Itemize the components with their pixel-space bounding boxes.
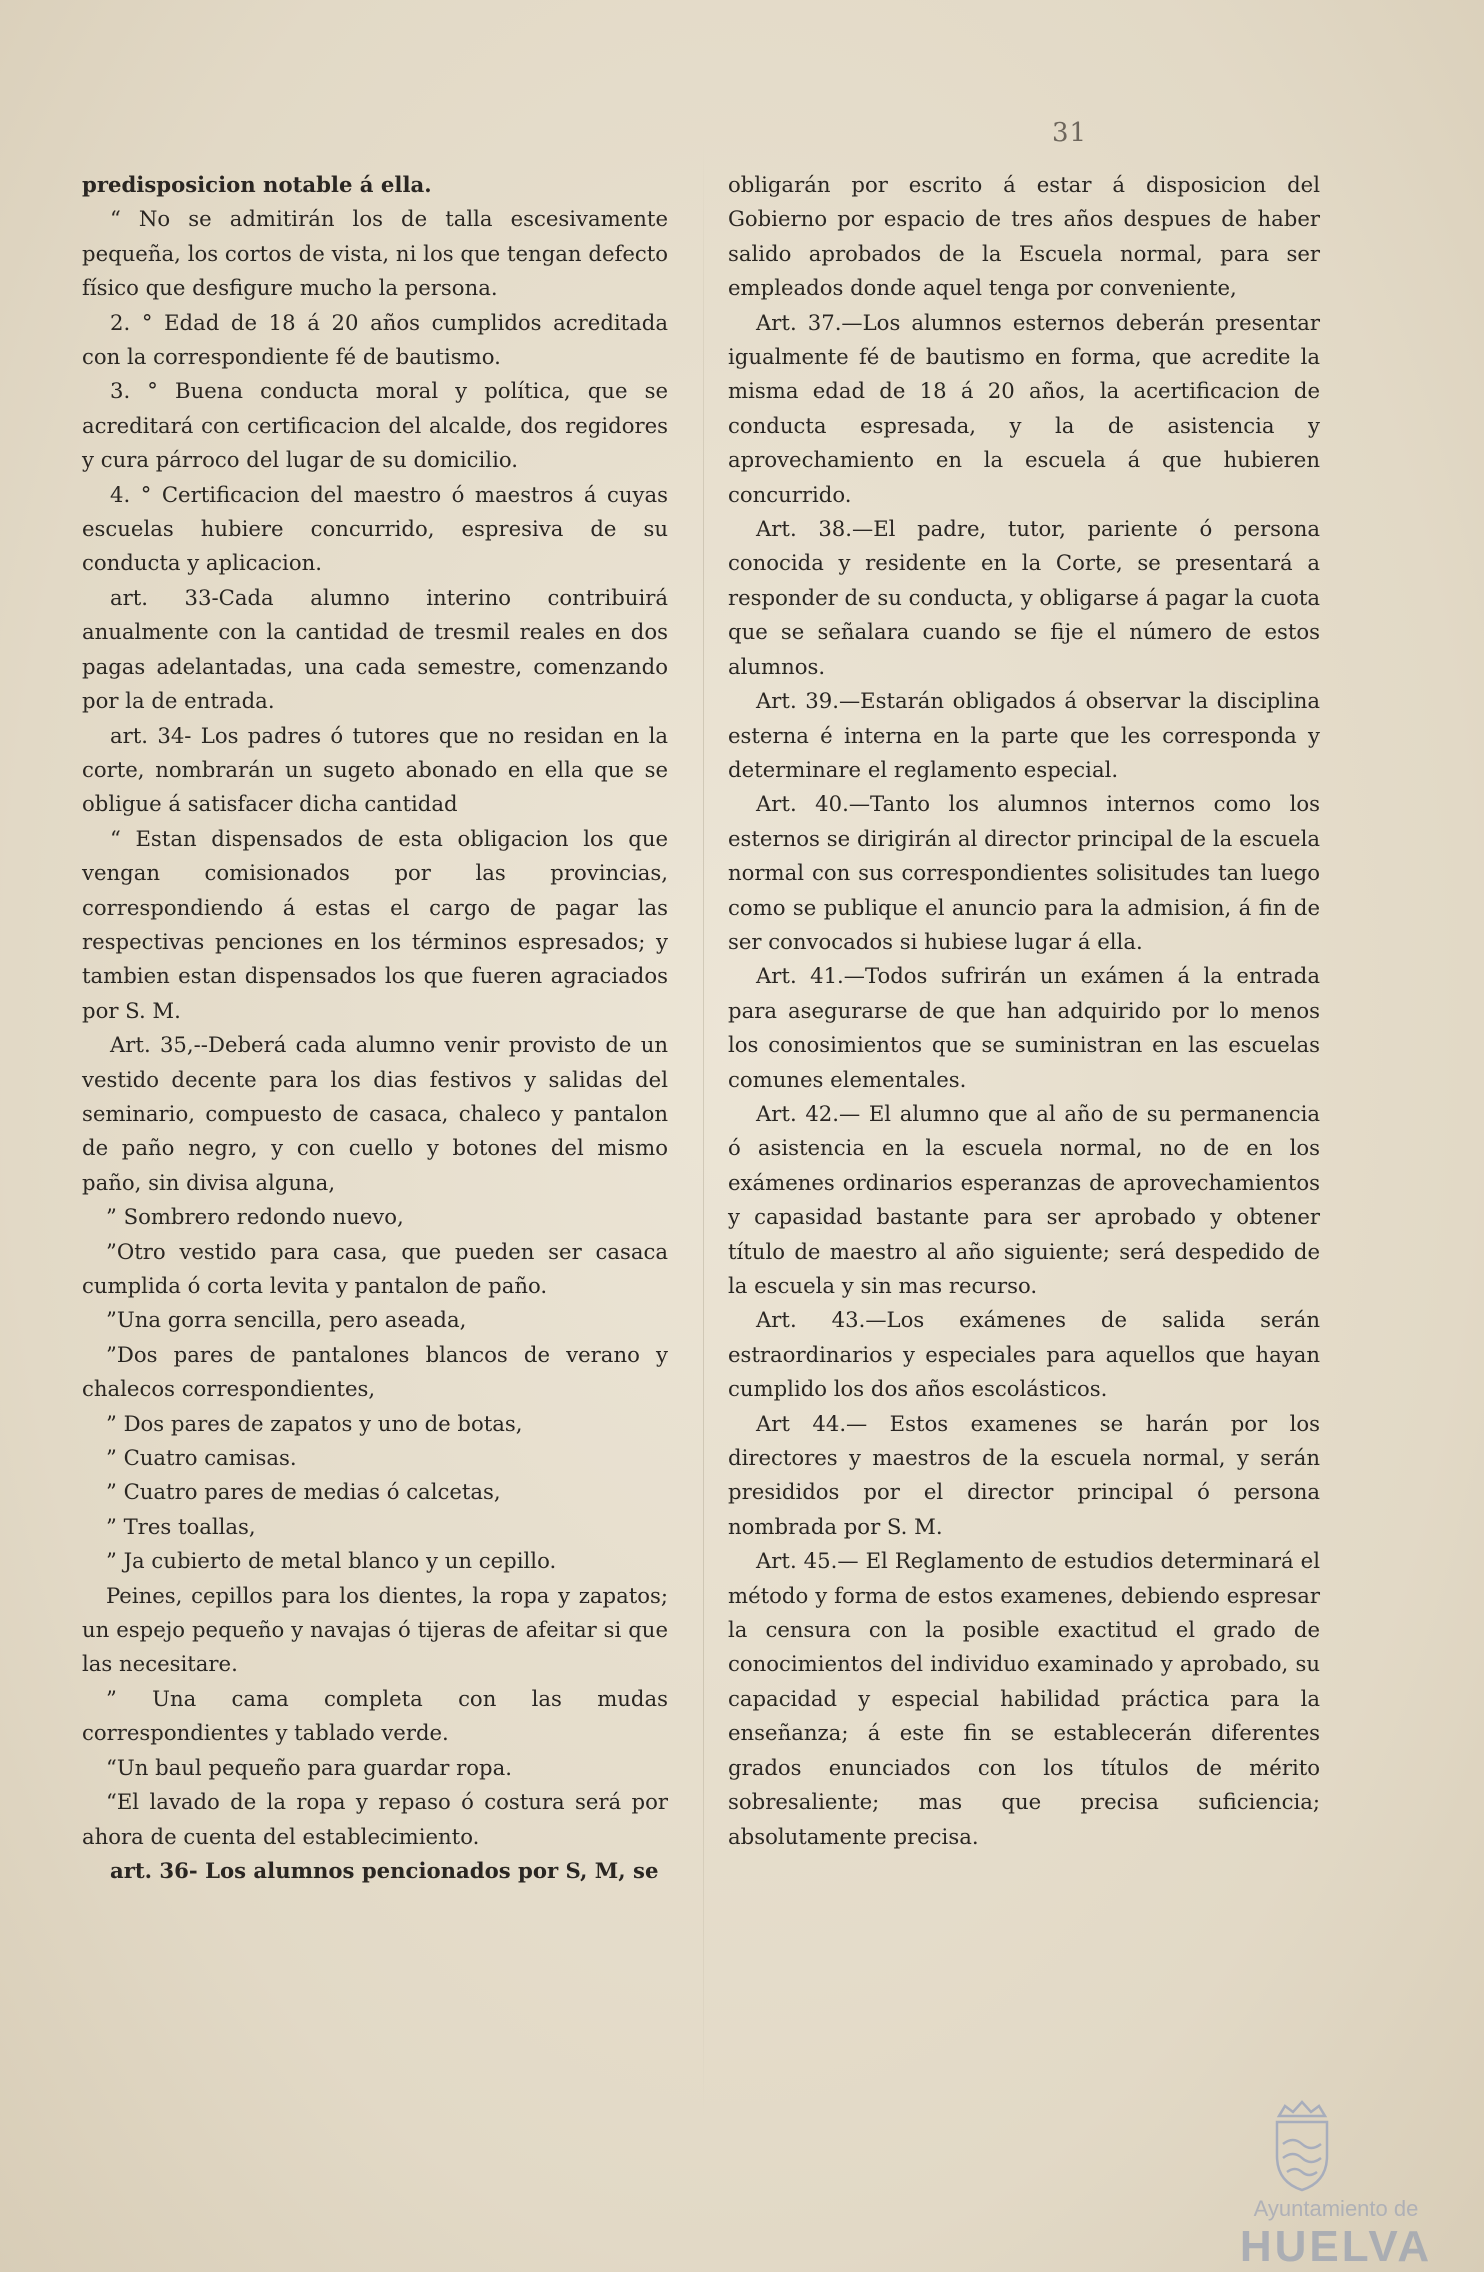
paragraph: Art. 40.—Tanto los alumnos internos como los esternos se dirigirán al director principal de la escuela normal con sus correspondientes solisitudes tan luego como se publique el anuncio para la admision, á fin de ser convocados si hubiese lugar á ella. — [728, 791, 1320, 954]
paragraph: Art. 38.—El padre, tutor, pariente ó persona conocida y residente en la Corte, se presentará a responder de su conducta, y obligarse á pagar la cuota que se señalara cuando se fije el número de estos alumnos. — [728, 516, 1320, 679]
paragraph: Art. 35,--Deberá cada alumno venir provisto de un vestido decente para los dias festivos y salidas del seminario, compuesto de casaca, chaleco y pantalon de paño negro, y con cuello y botones del mismo paño, sin divisa alguna, — [82, 1032, 668, 1195]
page-fold — [703, 140, 704, 2120]
list-item: ”Otro vestido para casa, que pueden ser casaca cumplida ó corta levita y pantalon de paño. — [82, 1238, 668, 1298]
paragraph: Art. 41.—Todos sufrirán un exámen á la entrada para asegurarse de que han adquirido por lo menos los conosimientos que se suministran en las escuelas comunes elementales. — [728, 963, 1320, 1092]
paragraph: Art. 42.— El alumno que al año de su permanencia ó asistencia en la escuela normal, no de en los exámenes ordinarios esperanzas de aprovechamientos y capasidad bastante para ser aprobado y obtener título de maestro al año siguiente; será despedido de la escuela y sin mas recurso. — [728, 1100, 1320, 1298]
paragraph: Art. 37.—Los alumnos esternos deberán presentar igualmente fé de bautismo en forma, que acredite la misma edad de 18 á 20 años, la acertificacion de conducta espresada, y la de asistencia y aprovechamiento en la escuela á que hubieren concurrido. — [728, 309, 1320, 507]
page-number: 31 — [1052, 118, 1088, 148]
watermark — [1205, 2098, 1467, 2271]
paragraph: art. 33-Cada alumno interino contribuirá anualmente con la cantidad de tresmil reales en dos pagas adelantadas, una cada semestre, comenzando por la de entrada. — [82, 584, 668, 714]
list-item: ” Sombrero redondo nuevo, — [106, 1204, 404, 1230]
watermark-line1: Ayuntamiento de — [1253, 2196, 1419, 2221]
paragraph: Art. 43.—Los exámenes de salida serán estraordinarios y especiales para aquellos que hayan cumplido los dos años escolásticos. — [728, 1307, 1320, 1402]
list-item: ” Dos pares de zapatos y uno de botas, — [106, 1410, 523, 1436]
list-item: “El lavado de la ropa y repaso ó costura será por ahora de cuenta del establecimiento. — [82, 1789, 668, 1849]
paragraph: Art. 39.—Estarán obligados á observar la disciplina esterna é interna en la parte que les corresponda y determinare el reglamento especial. — [728, 688, 1320, 782]
paragraph: 4. ° Certificacion del maestro ó maestros á cuyas escuelas hubiere concurrido, espresiva de su conducta y aplicacion. — [82, 481, 668, 576]
list-item: ” Ja cubierto de metal blanco y un cepillo. — [106, 1548, 557, 1574]
list-item: “Un baul pequeño para guardar ropa. — [106, 1754, 512, 1780]
paragraph: 2. ° Edad de 18 á 20 años cumplidos acreditada con la correspondiente fé de bautismo. — [82, 309, 668, 370]
paragraph: Art 44.— Estos examenes se harán por los directores y maestros de la escuela normal, y serán presididos por el director principal ó persona nombrada por S. M. — [728, 1410, 1320, 1539]
right-column — [728, 168, 1320, 1854]
paragraph: “ Estan dispensados de esta obligacion los que vengan comisionados por las provincias, correspondiendo á estas el cargo de pagar las respectivas penciones en los términos espresados; y tambien estan dispensados los que fueren agraciados por S. M. — [82, 825, 668, 1023]
list-item: Peines, cepillos para los dientes, la ropa y zapatos; un espejo pequeño y navajas ó tijeras de afeitar si que las necesitare. — [82, 1582, 668, 1677]
list-item: ” Cuatro camisas. — [106, 1445, 297, 1471]
paragraph: art. 36- Los alumnos pencionados por S, M, se — [110, 1857, 659, 1883]
list-item: ” Cuatro pares de medias ó calcetas, — [106, 1479, 501, 1505]
paragraph: Art. 45.— El Reglamento de estudios determinará el método y forma de estos examenes, debiendo espresar la censura con la posible exactitud el grado de conocimientos del individuo examinado y aprobado, su capacidad y especial habilidad práctica para la enseñanza; á este fin se establecerán diferentes grados enunciados con los títulos de mérito sobresaliente; mas que precisa suficiencia; absolutamente precisa. — [728, 1548, 1320, 1849]
list-item: ”Dos pares de pantalones blancos de verano y chalecos correspondientes, — [82, 1341, 668, 1402]
paragraph: obligarán por escrito á estar á disposicion del Gobierno por espacio de tres años despues de haber salido aprobados de la Escuela normal, para ser empleados donde aquel tenga por conveniente, — [728, 172, 1320, 301]
watermark-line2: HUELVA — [1239, 2222, 1433, 2271]
crest-icon — [1267, 2098, 1337, 2194]
paragraph: art. 34- Los padres ó tutores que no residan en la corte, nombrarán un sugeto abonado en ella que se obligue á satisfacer dicha cantidad — [82, 722, 668, 817]
list-item: ”Una gorra sencilla, pero aseada, — [106, 1307, 467, 1333]
left-column — [82, 168, 668, 1888]
list-item: ” Tres toallas, — [106, 1513, 256, 1539]
paragraph: “ No se admitirán los de talla escesivamente pequeña, los cortos de vista, ni los que tengan defecto físico que desfigure mucho la persona. — [82, 206, 668, 301]
list-item: ” Una cama completa con las mudas correspondientes y tablado verde. — [82, 1685, 668, 1746]
paragraph: predisposicion notable á ella. — [82, 172, 432, 197]
paragraph: 3. ° Buena conducta moral y política, que se acreditará con certificacion del alcalde, dos regidores y cura párroco del lugar de su domicilio. — [82, 378, 668, 473]
